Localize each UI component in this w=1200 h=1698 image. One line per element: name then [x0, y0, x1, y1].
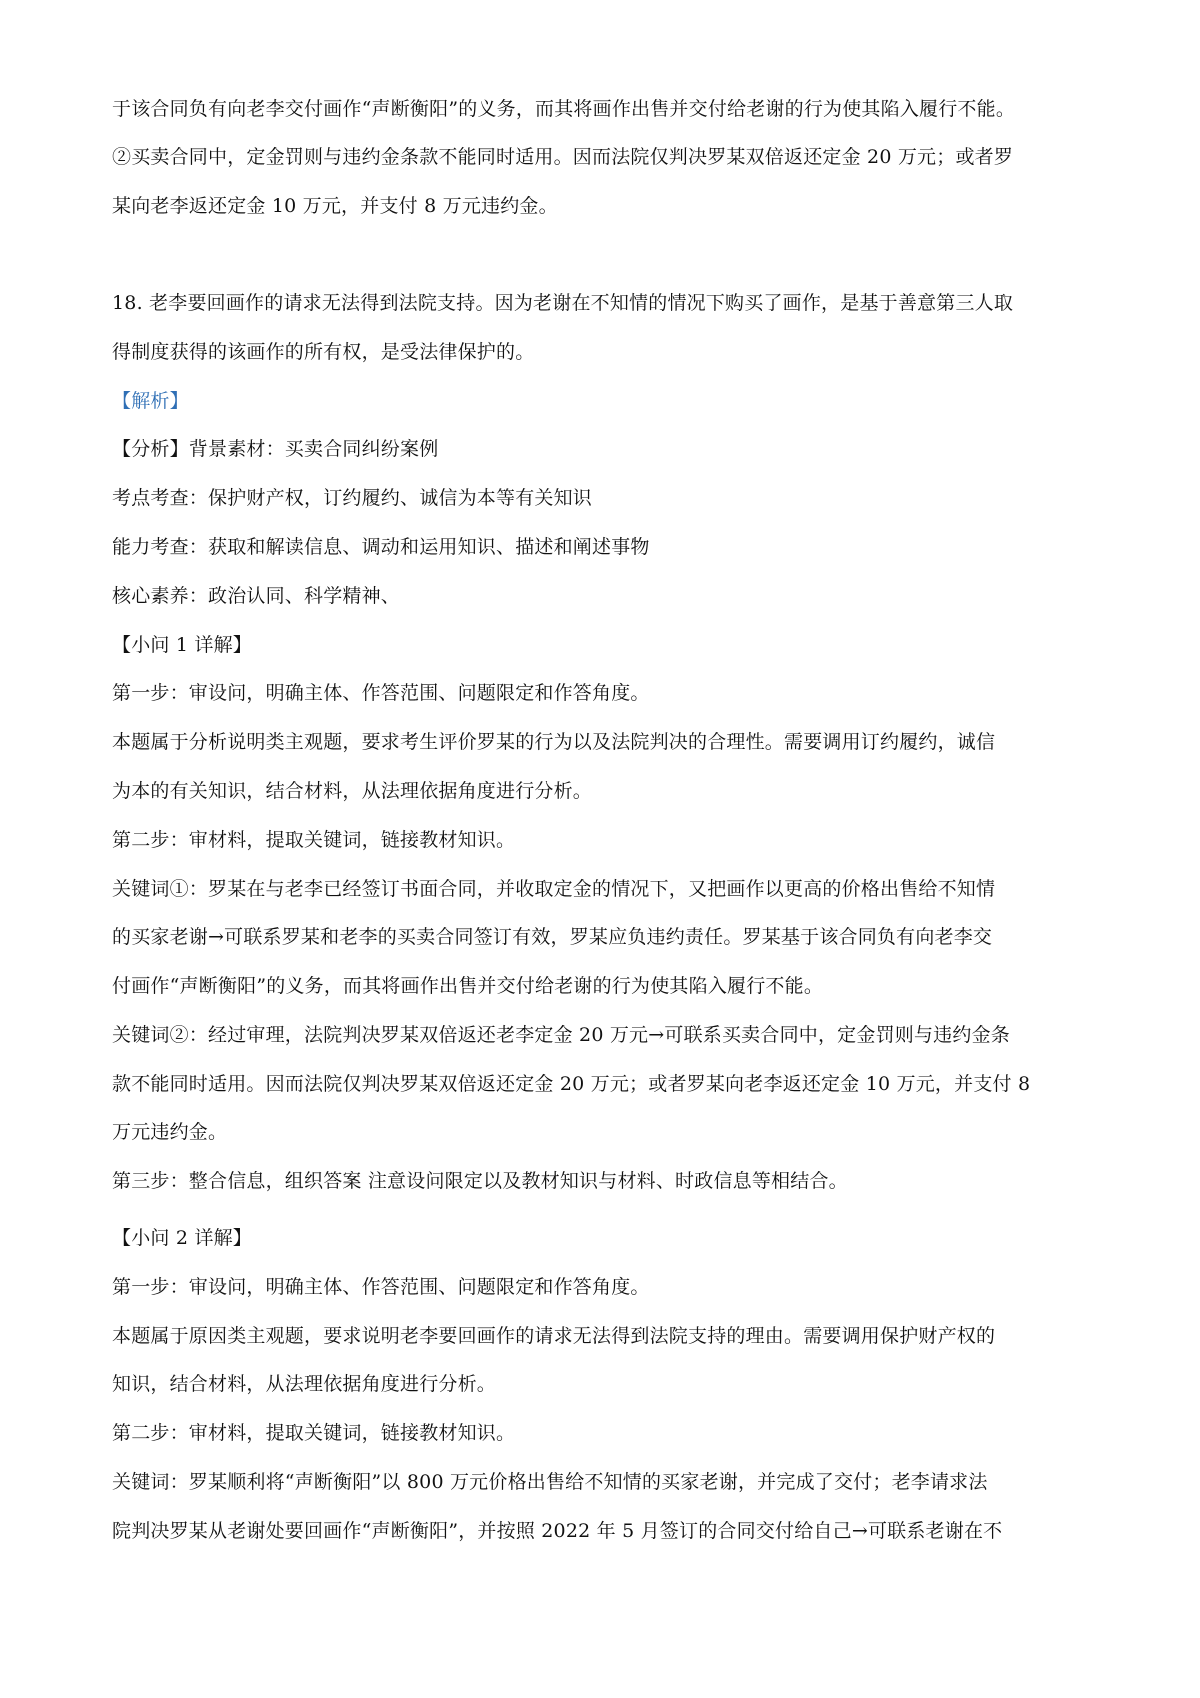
subquestion-2-heading: 【小问 2 详解】 — [112, 1227, 252, 1249]
text-line: 关键词：罗某顺利将“声断衡阳”以 800 万元价格出售给不知情的买家老谢，并完成了交付；老李请求法 — [112, 1471, 988, 1493]
text-line: 某向老李返还定金 10 万元，并支付 8 万元违约金。 — [112, 195, 558, 217]
text-line: 为本的有关知识，结合材料，从法理依据角度进行分析。 — [112, 780, 593, 802]
text-line: 付画作“声断衡阳”的义务，而其将画作出售并交付给老谢的行为使其陷入履行不能。 — [112, 975, 824, 997]
text-line: 第三步：整合信息，组织答案 注意设问限定以及教材知识与材料、时政信息等相结合。 — [112, 1170, 848, 1192]
text-line: 第一步：审设问，明确主体、作答范围、问题限定和作答角度。 — [112, 682, 650, 704]
analysis-heading: 【解析】 — [112, 390, 189, 412]
text-line: 款不能同时适用。因而法院仅判决罗某双倍返还定金 20 万元；或者罗某向老李返还定金 10 万元，并支付 8 — [112, 1073, 1031, 1095]
text-line: 核心素养：政治认同、科学精神、 — [112, 585, 401, 607]
text-line: 知识，结合材料，从法理依据角度进行分析。 — [112, 1373, 497, 1395]
subquestion-1-heading: 【小问 1 详解】 — [112, 634, 252, 656]
text-line: 于该合同负有向老李交付画作“声断衡阳”的义务，而其将画作出售并交付给老谢的行为使其陷入履行不能。 — [112, 98, 1016, 120]
text-line: 【分析】背景素材：买卖合同纠纷案例 — [112, 438, 439, 460]
question-18-line: 18. 老李要回画作的请求无法得到法院支持。因为老谢在不知情的情况下购买了画作，是基于善意第三人取 — [112, 292, 1014, 314]
text-line: 第二步：审材料，提取关键词，链接教材知识。 — [112, 829, 516, 851]
text-line: 本题属于分析说明类主观题，要求考生评价罗某的行为以及法院判决的合理性。需要调用订约履约，诚信 — [112, 731, 996, 753]
text-line: 万元违约金。 — [112, 1121, 228, 1143]
text-line: 院判决罗某从老谢处要回画作“声断衡阳”，并按照 2022 年 5 月签订的合同交付给自己→可联系老谢在不 — [112, 1520, 1003, 1542]
text-line: 本题属于原因类主观题，要求说明老李要回画作的请求无法得到法院支持的理由。需要调用保护财产权的 — [112, 1325, 996, 1347]
text-line: 关键词②：经过审理，法院判决罗某双倍返还老李定金 20 万元→可联系买卖合同中，定金罚则与违约金条 — [112, 1024, 1010, 1046]
text-line: 的买家老谢→可联系罗某和老李的买卖合同签订有效，罗某应负违约责任。罗某基于该合同负有向老李交 — [112, 926, 993, 948]
text-line: 关键词①：罗某在与老李已经签订书面合同，并收取定金的情况下，又把画作以更高的价格出售给不知情 — [112, 878, 996, 900]
text-line: 得制度获得的该画作的所有权，是受法律保护的。 — [112, 341, 535, 363]
text-line: 第二步：审材料，提取关键词，链接教材知识。 — [112, 1422, 516, 1444]
text-line: ②买卖合同中，定金罚则与违约金条款不能同时适用。因而法院仅判决罗某双倍返还定金 20 万元；或者罗 — [112, 146, 1014, 168]
text-line: 第一步：审设问，明确主体、作答范围、问题限定和作答角度。 — [112, 1276, 650, 1298]
text-line: 能力考查：获取和解读信息、调动和运用知识、描述和阐述事物 — [112, 536, 650, 558]
text-line: 考点考查：保护财产权，订约履约、诚信为本等有关知识 — [112, 487, 593, 509]
